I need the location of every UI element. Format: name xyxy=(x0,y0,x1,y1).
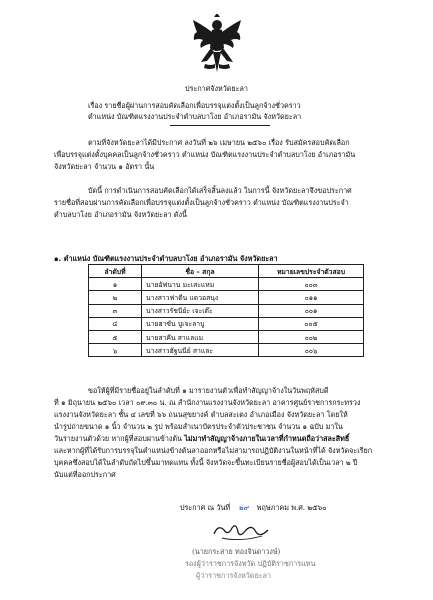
cell-exam-id: ๐๐๑ xyxy=(259,304,364,317)
announcement-title: ประกาศจังหวัดยะลา xyxy=(185,84,248,93)
date-prefix: ประกาศ ณ วันที่ xyxy=(180,503,231,512)
header-divider xyxy=(170,125,270,126)
table-row xyxy=(89,344,364,357)
cell-exam-id: ๐๐๖ xyxy=(259,344,364,357)
paragraph-line xyxy=(54,433,394,445)
table-row xyxy=(89,304,364,317)
paragraph-line: จังหวัดยะลา จำนวน ๑ อัตรา นั้น xyxy=(54,162,155,171)
col-header-order: ลำดับที่ xyxy=(89,265,142,278)
paragraph-text: วันรายงานตัวด้วย หากผู้ที่สอบผ่านข้างต้น xyxy=(54,434,185,443)
results-table xyxy=(88,264,364,357)
table-row xyxy=(89,317,364,330)
paragraph-line: รายชื่อที่สอบผ่านการคัดเลือกเพื่อบรรจุแต่งตั้งเป็นลูกจ้างชั่วคราว ตำแหน่ง บัณฑิตแรงงานประจำ xyxy=(54,198,349,207)
garuda-emblem-icon xyxy=(191,14,243,76)
cell-name: นายฮาซัน บูเจะลาบู xyxy=(142,317,259,330)
paragraph-line: ขอให้ผู้ที่มีรายชื่ออยู่ในลำดับที่ ๑ มารายงานตัวเพื่อทำสัญญาจ้างในวันพฤหัสบดี xyxy=(88,386,329,395)
paragraph-line: นับแต่ที่ออกประกาศ xyxy=(54,470,116,479)
cell-order: ๑ xyxy=(89,278,142,291)
table-header-row xyxy=(89,265,364,278)
cell-exam-id: ๐๐๒ xyxy=(259,330,364,343)
signatory-position-2: ผู้ว่าราชการจังหวัดยะลา xyxy=(196,571,271,580)
cell-exam-id: ๐๑๑ xyxy=(259,291,364,304)
paragraph-line: บัดนี้ การดำเนินการสอบคัดเลือกได้เสร็จสิ้นลงแล้ว ในการนี้ จังหวัดยะลาจึงขอประกาศ xyxy=(88,186,352,195)
cell-order: ๖ xyxy=(89,344,142,357)
cell-order: ๒ xyxy=(89,291,142,304)
paragraph-line: ตำบลบาโงย อำเภอรามัน จังหวัดยะลา ดังนี้ xyxy=(54,210,187,219)
paragraph-line: บุคคลซึ่งสอบได้ในลำดับถัดไปขึ้นมาทดแทน ทั้งนี้ จังหวัดจะขึ้นทะเบียนรายชื่อผู้สอบได้เป็นเวลา ๒ ปี xyxy=(54,458,358,467)
signature-icon xyxy=(210,518,280,544)
paragraph-line: นำรูปถ่ายขนาด ๑ นิ้ว จำนวน ๒ รูป พร้อมสำเนาบัตรประจำตัวประชาชน จำนวน ๑ ฉบับ มาใน xyxy=(54,422,343,431)
col-header-name: ชื่อ – สกุล xyxy=(142,265,259,278)
date-day-handwritten: ๒๙ xyxy=(238,503,249,512)
paragraph-line: ตามที่จังหวัดยะลาได้มีประกาศ ลงวันที่ ๒๖ เมษายน ๒๕๖๐ เรื่อง รับสมัครสอบคัดเลือก xyxy=(88,138,350,147)
col-header-exam-id: หมายเลขประจำตัวสอบ xyxy=(259,265,364,278)
cell-exam-id: ๐๐๕ xyxy=(259,317,364,330)
cell-name: นายสาคีน สาแลแม xyxy=(142,330,259,343)
signatory-name: (นายกระสาย ทองจินดาวงษ์) xyxy=(192,547,281,556)
forfeit-warning: ไม่มาทำสัญญาจ้างภายในเวลาที่กำหนดถือว่าสละสิทธิ์ xyxy=(184,434,350,443)
cell-order: ๕ xyxy=(89,330,142,343)
announcement-date xyxy=(180,503,327,512)
paragraph-announcement xyxy=(54,185,394,221)
cell-name: นางสาวฮัฐนนีย์ สาและ xyxy=(142,344,259,357)
section-heading: ๑. ตำแหน่ง บัณฑิตแรงงานประจำตำบลบาโงย อำเภอรามัน จังหวัดยะลา xyxy=(54,254,278,263)
cell-exam-id: ๐๐๓ xyxy=(259,278,364,291)
paragraph-line: เพื่อบรรจุแต่งตั้งบุคคลเป็นลูกจ้างชั่วคราว ตำแหน่ง บัณฑิตแรงงานประจำตำบลบาโงย อำเภอรามัน xyxy=(54,150,356,159)
cell-name: นายอัฟนาน มะเสะแหม xyxy=(142,278,259,291)
cell-order: ๓ xyxy=(89,304,142,317)
paragraph-line: และหากผู้ที่ได้รับการบรรจุในตำแหน่งข้างต้นลาออกหรือไม่สามารถปฏิบัติงานในหน้าที่ได้ จังหวัดจะเรียก xyxy=(54,446,373,455)
paragraph-instructions xyxy=(54,385,394,481)
table-row xyxy=(89,291,364,304)
subject-line-2: ตำแหน่ง บัณฑิตแรงงานประจำตำบลบาโงย อำเภอรามัน จังหวัดยะลา xyxy=(88,112,302,121)
date-suffix: พฤษภาคม พ.ศ. ๒๕๖๐ xyxy=(256,503,327,512)
cell-name: นางสาวรัชนีย์ะ เจะเต๊ะ xyxy=(142,304,259,317)
cell-name: นางสาวฟาตีน แดวอสนุง xyxy=(142,291,259,304)
table-row xyxy=(89,278,364,291)
paragraph-reference xyxy=(54,137,394,173)
paragraph-line: แรงงานจังหวัดยะลา ชั้น ๔ เลขที่ ๖๖ ถนนสุขยางค์ ตำบลสะเตง อำเภอเมือง จังหวัดยะลา โดยให้ xyxy=(54,410,348,419)
signatory-position: รองผู้ว่าราชการจังหวัด ปฏิบัติราชการแทน xyxy=(185,559,316,568)
cell-order: ๔ xyxy=(89,317,142,330)
subject-line-1: เรื่อง รายชื่อผู้ผ่านการสอบคัดเลือกเพื่อบรรจุแต่งตั้งเป็นลูกจ้างชั่วคราว xyxy=(88,101,301,110)
paragraph-line: ที่ ๑ มิถุนายน ๒๕๖๐ เวลา ๐๙.๓๐ น. ณ สำนักงานแรงงานจังหวัดยะลา อาคารศูนย์ราชการกระทรวง xyxy=(54,398,361,407)
table-row xyxy=(89,330,364,343)
